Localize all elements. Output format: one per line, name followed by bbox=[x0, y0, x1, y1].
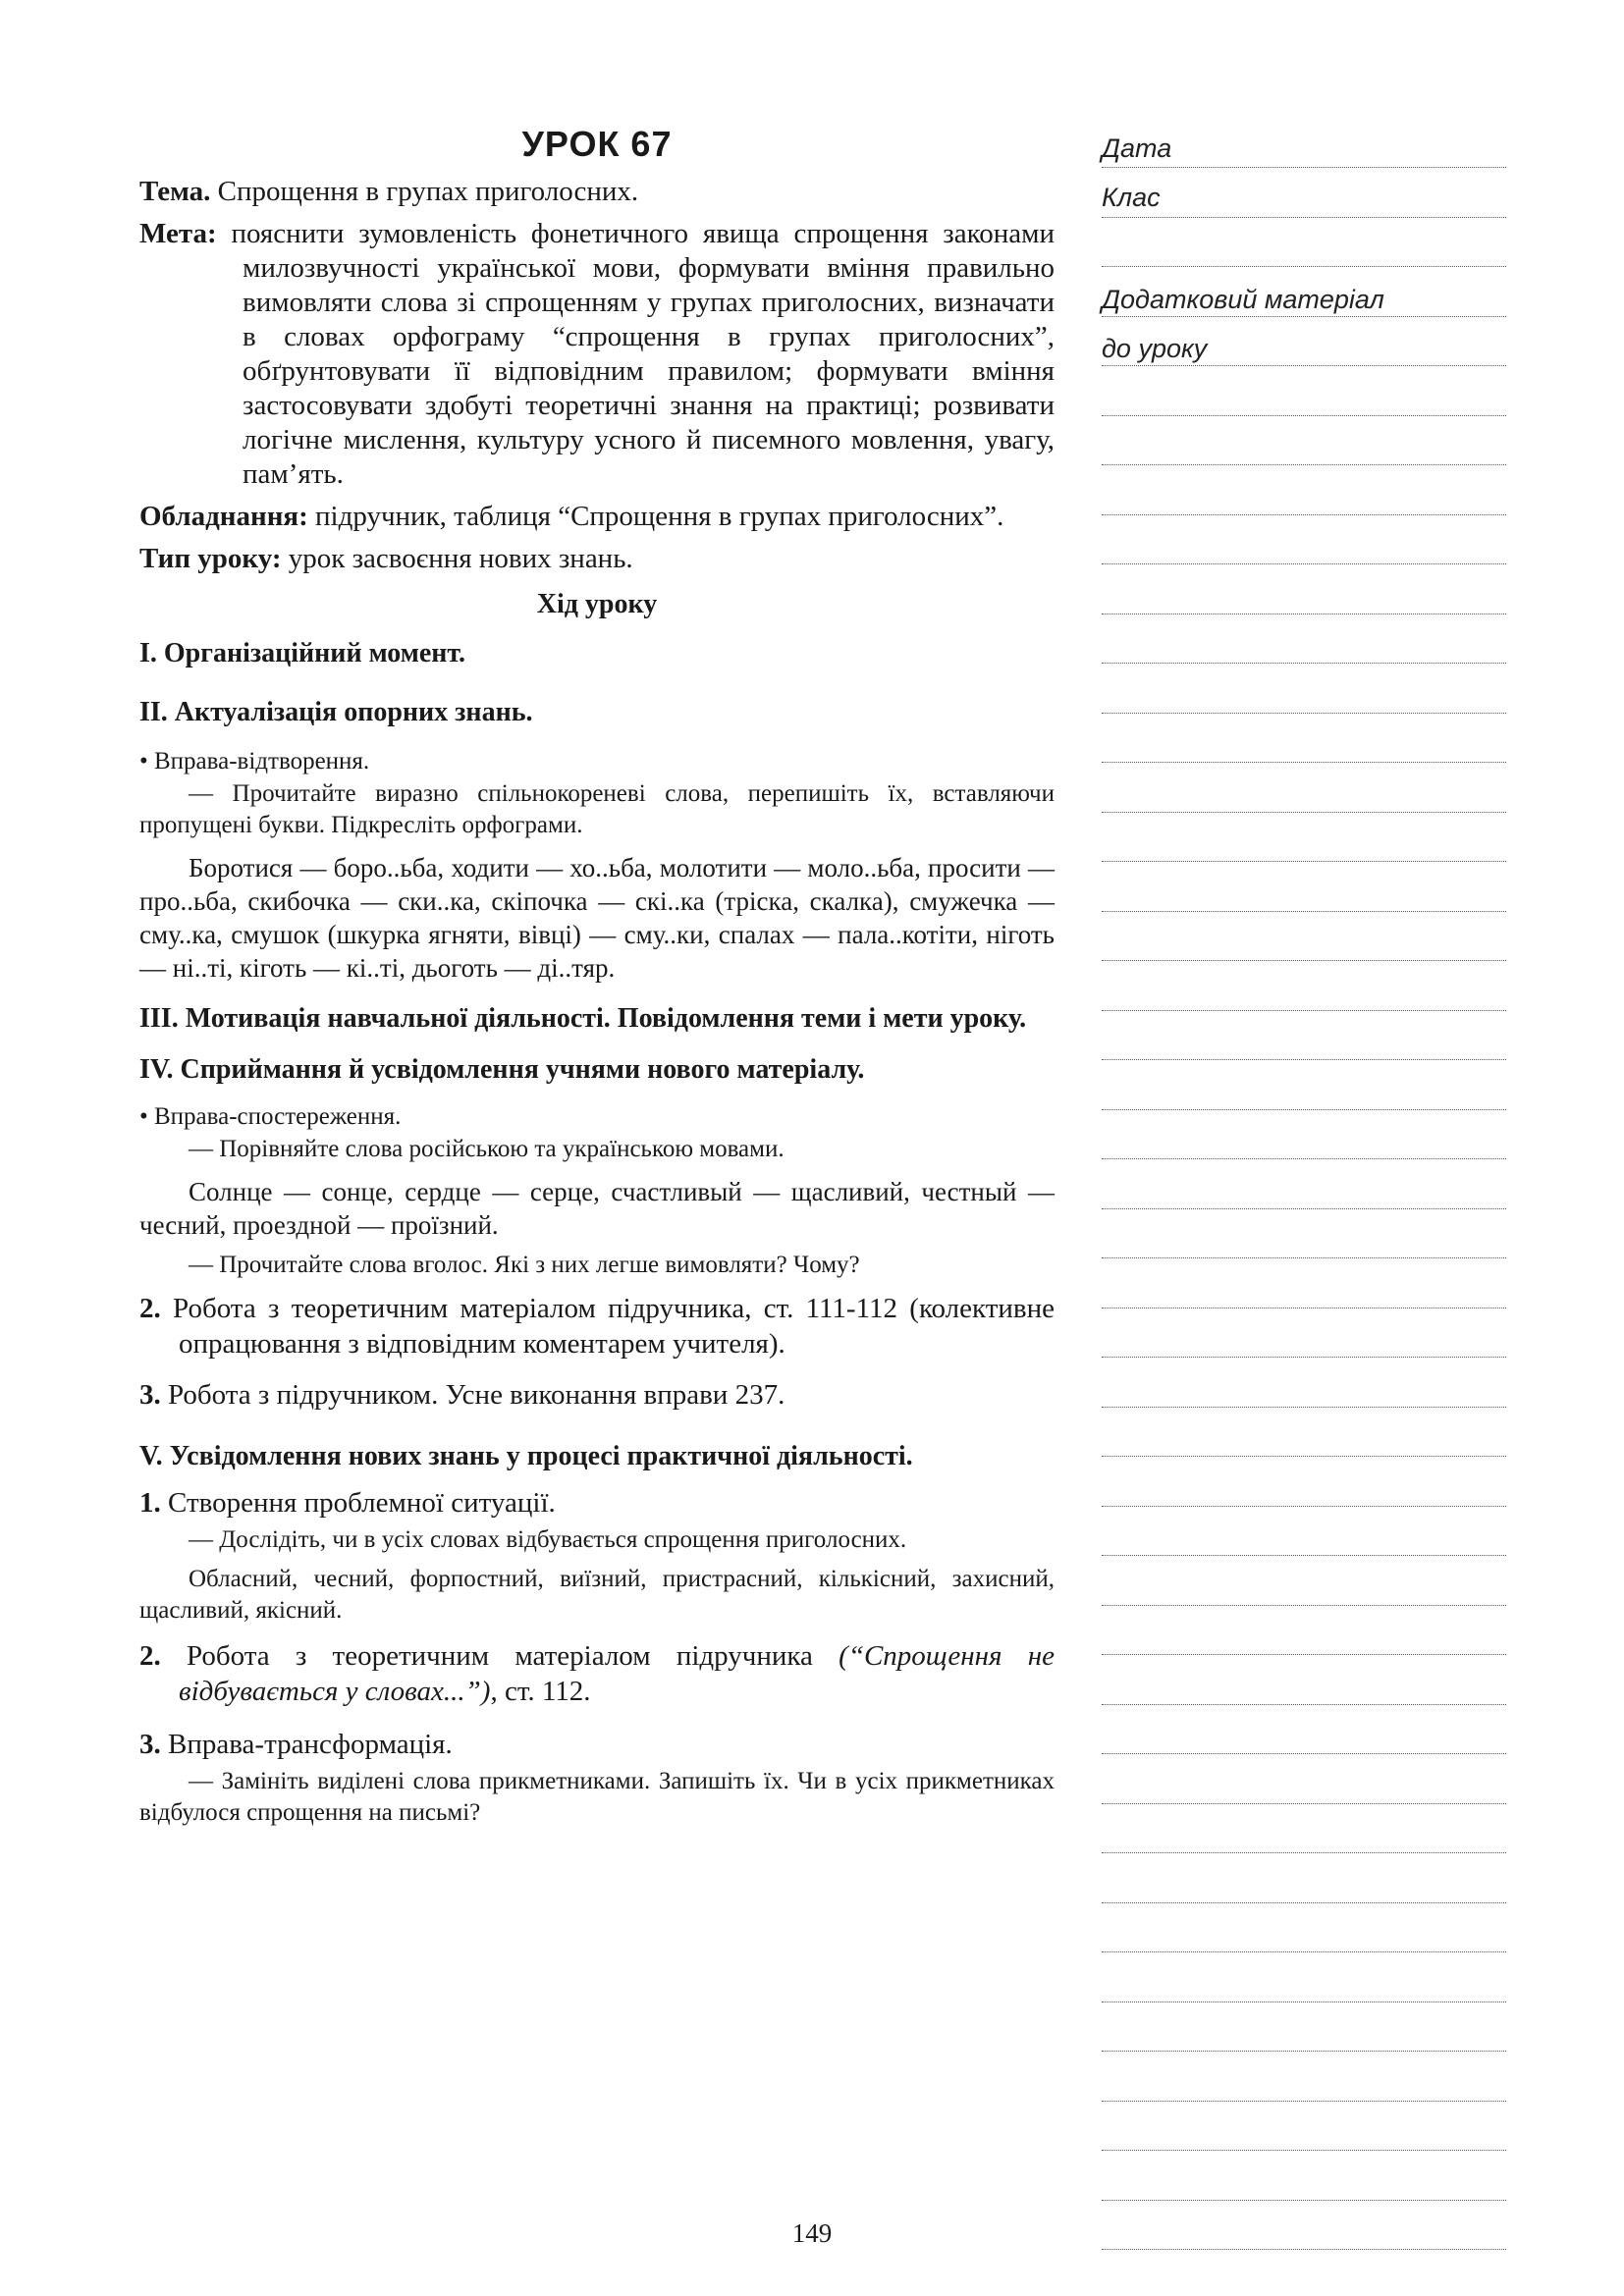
lesson-content bbox=[139, 124, 1056, 1829]
page-number: 149 bbox=[791, 2218, 833, 2248]
item-text: Робота з теоретичним матеріалом підручника, ст. 111-112 (колективне опрацювання з відповідним коментарем учителя). bbox=[173, 1293, 1056, 1360]
section-4-heading: IV. Сприймання й усвідомлення учнями нового матеріалу. bbox=[139, 1054, 865, 1085]
equipment-text: підручник, таблиця “Спрощення в групах приголосних”. bbox=[315, 501, 1004, 532]
section-3-heading: III. Мотивація навчальної діяльності. Повідомлення теми і мети уроку. bbox=[139, 1003, 1027, 1034]
section-5-heading: V. Усвідомлення нових знань у процесі практичної діяльності. bbox=[139, 1441, 913, 1471]
date-label: Дата bbox=[1102, 133, 1172, 163]
lesson-type-text: урок засвоєння нових знань. bbox=[288, 543, 633, 574]
item-text: Робота з теоретичним матеріалом підручника bbox=[186, 1640, 813, 1672]
note-line bbox=[1102, 1753, 1506, 1754]
section-2-bullet: • Вправа-відтворення. bbox=[139, 748, 370, 774]
section-1-heading: I. Організаційний момент. bbox=[139, 638, 466, 668]
lesson-type-field bbox=[139, 542, 1055, 576]
section-2-words: Боротися — боро..ьба, ходити — хо..ьба, молотити — моло..ьба, просити — про..ьба, скибочка — ски..ка, скіпочка — скі..ка (тріска, скалка), смужечка — сму..ка, смушок (шкурка ягняти, вівці) — сму..ки, спалах — пала..котіти, ніготь — ні..ті, кіготь — кі..ті, дьоготь — ді..тяр. bbox=[139, 853, 1055, 983]
section-5-item-2 bbox=[139, 1638, 1055, 1709]
equipment-label: Обладнання: bbox=[139, 501, 308, 532]
note-line bbox=[1102, 1704, 1506, 1705]
tema-label: Тема. bbox=[139, 176, 211, 207]
item-italic-text: (“Спрощення не відбувається у словах...”) bbox=[179, 1640, 1055, 1707]
note-line bbox=[1102, 1951, 1506, 1952]
lesson-type-label: Тип уроку: bbox=[139, 543, 282, 574]
section-2-heading: II. Актуалізація опорних знань. bbox=[139, 697, 533, 727]
note-line bbox=[1102, 2101, 1506, 2102]
note-line bbox=[1102, 960, 1506, 961]
note-line bbox=[1102, 911, 1506, 912]
note-line bbox=[1102, 563, 1506, 564]
item-text: Створення проблемної ситуації. bbox=[168, 1487, 556, 1519]
note-line bbox=[1102, 1109, 1506, 1110]
lesson-title: УРОК 67 bbox=[521, 124, 673, 164]
note-line bbox=[1102, 464, 1506, 465]
extra-material-label-2: до уроку bbox=[1102, 334, 1208, 363]
section-4-words: Солнце — сонце, сердце — серце, счастливый — щасливий, честный — чесний, проездной — проїзний. bbox=[139, 1177, 1055, 1240]
section-5-instruction-2: — Замініть виділені слова прикметниками. Запишіть їх. Чи в усіх прикметниках відбулося спрощення на письмі? bbox=[139, 1768, 1055, 1826]
section-4-question: — Прочитайте слова вголос. Які з них легше вимовляти? Чому? bbox=[189, 1252, 860, 1278]
extra-material-label: Додатковий матеріал bbox=[1102, 285, 1384, 314]
item-text: Робота з підручником. Усне виконання вправи 237. bbox=[168, 1379, 785, 1411]
section-5-words: Обласний, чесний, форпостний, виїзний, пристрасний, кількісний, захисний, щасливий, якісний. bbox=[139, 1566, 1055, 1624]
item-number: 3. bbox=[139, 1379, 161, 1411]
note-line bbox=[1102, 2051, 1506, 2052]
item-number: 2. bbox=[139, 1640, 161, 1672]
note-line bbox=[1102, 713, 1506, 714]
note-line bbox=[1102, 1357, 1506, 1358]
note-line bbox=[1102, 1208, 1506, 1209]
equipment-field bbox=[139, 500, 1055, 534]
item-number: 3. bbox=[139, 1729, 161, 1760]
note-line bbox=[1102, 1257, 1506, 1258]
note-line bbox=[1102, 812, 1506, 813]
note-line bbox=[1102, 762, 1506, 763]
note-line bbox=[1102, 514, 1506, 515]
meta-label: Мета: bbox=[139, 218, 217, 249]
section-4-bullet: • Вправа-спостереження. bbox=[139, 1103, 402, 1130]
note-line bbox=[1102, 1803, 1506, 1804]
course-heading: Хід уроку bbox=[536, 589, 658, 619]
tema-field bbox=[139, 175, 1055, 209]
section-2-instruction: — Прочитайте виразно спільнокореневі слова, перепишіть їх, вставляючи пропущені букви. Підкресліть орфограми. bbox=[139, 780, 1055, 838]
note-line bbox=[1102, 1902, 1506, 1903]
note-line bbox=[1102, 1654, 1506, 1655]
note-line bbox=[1102, 861, 1506, 862]
note-line bbox=[1102, 266, 1506, 267]
note-line bbox=[1102, 2200, 1506, 2201]
item-text-tail: , ст. 112. bbox=[490, 1676, 591, 1707]
item-text: Вправа-трансформація. bbox=[168, 1729, 453, 1760]
note-line bbox=[1102, 663, 1506, 664]
meta-text: пояснити зумовленість фонетичного явища спрощення законами милозвучності української мови, формувати вміння правильно вимовляти слова зі спрощенням у групах приголосних, визначати в словах орфограму “спрощення в групах приголосних”, обґрунтовувати її відповідним правилом; формувати вміння застосовувати здобуті теоретичні знання на практиці; розвивати логічне мислення, культуру усного й писемного мовлення, увагу, пам’ять. bbox=[231, 218, 1055, 490]
tema-text: Спрощення в групах приголосних. bbox=[217, 176, 639, 207]
class-label: Клас bbox=[1102, 183, 1161, 212]
section-5-item-3 bbox=[139, 1727, 1055, 1762]
section-5-instruction: — Дослідіть, чи в усіх словах відбувається спрощення приголосних. bbox=[189, 1526, 907, 1553]
note-line bbox=[1102, 1555, 1506, 1556]
note-line bbox=[1102, 1605, 1506, 1606]
note-line bbox=[1102, 217, 1506, 218]
note-line bbox=[1102, 2150, 1506, 2151]
section-5-item-1 bbox=[139, 1485, 1055, 1521]
note-line bbox=[1102, 1407, 1506, 1408]
note-line bbox=[1102, 1852, 1506, 1853]
note-line bbox=[1102, 2249, 1506, 2250]
note-line bbox=[1102, 1059, 1506, 1060]
section-4-item-3 bbox=[139, 1377, 1055, 1413]
item-number: 1. bbox=[139, 1487, 161, 1519]
note-line bbox=[1102, 167, 1506, 168]
note-line bbox=[1102, 1456, 1506, 1457]
note-line bbox=[1102, 1158, 1506, 1159]
note-line bbox=[1102, 1506, 1506, 1507]
note-line bbox=[1102, 316, 1506, 317]
note-line bbox=[1102, 365, 1506, 366]
item-number: 2. bbox=[139, 1293, 161, 1324]
section-4-instruction: — Порівняйте слова російською та українською мовами. bbox=[189, 1136, 785, 1162]
note-line bbox=[1102, 1010, 1506, 1011]
meta-field bbox=[139, 217, 1055, 492]
section-4-item-2 bbox=[139, 1291, 1055, 1362]
note-line bbox=[1102, 415, 1506, 416]
